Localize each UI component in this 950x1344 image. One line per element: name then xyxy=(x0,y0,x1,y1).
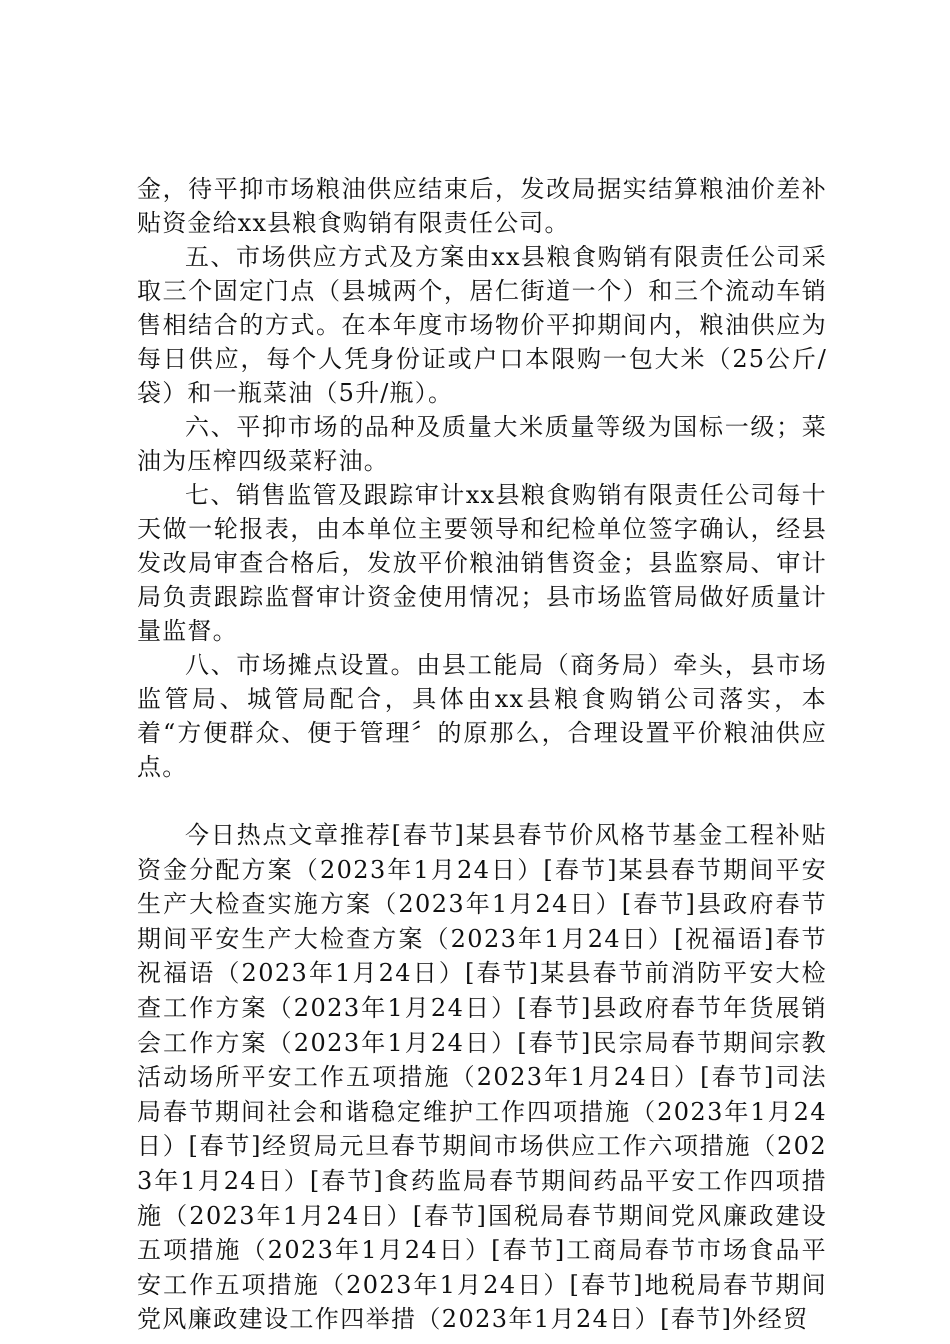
paragraph-section-8: 八、市场摊点设置。由县工能局（商务局）牵头，县市场监管局、城管局配合，具体由xx县粮食购销公司落实，本着“方便群众、便于管理〞的原那么，合理设置平价粮油供应点。 xyxy=(137,651,827,781)
paragraph-continuation: 金，待平抑市场粮油供应结束后，发改局据实结算粮油价差补贴资金给xx县粮食购销有限责任公司。 xyxy=(137,175,827,237)
paragraph-section-6: 六、平抑市场的品种及质量大米质量等级为国标一级；菜油为压榨四级菜籽油。 xyxy=(137,413,827,475)
document-body xyxy=(137,172,827,1337)
hot-articles-paragraph: 今日热点文章推荐[春节]某县春节价风格节基金工程补贴资金分配方案（2023年1月24日）[春节]某县春节期间平安生产大检查实施方案（2023年1月24日）[春节]县政府春节期间平安生产大检查方案（2023年1月24日）[祝福语]春节祝福语（2023年1月24日）[春节]某县春节前消防平安大检查工作方案（2023年1月24日）[春节]县政府春节年货展销会工作方案（2023年1月24日）[春节]民宗局春节期间宗教活动场所平安工作五项措施（2023年1月24日）[春节]司法局春节期间社会和谐稳定维护工作四项措施（2023年1月24日）[春节]经贸局元旦春节期间市场供应工作六项措施（2023年1月24日）[春节]食药监局春节期间药品平安工作四项措施（2023年1月24日）[春节]国税局春节期间党风廉政建设五项措施（2023年1月24日）[春节]工商局春节市场食品平安工作五项措施（2023年1月24日）[春节]地税局春节期间党风廉政建设工作四举措（2023年1月24日）[春节]外经贸 xyxy=(137,821,827,1334)
paragraph-section-5: 五、市场供应方式及方案由xx县粮食购销有限责任公司采取三个固定门点（县城两个，居仁街道一个）和三个流动车销售相结合的方式。在本年度市场物价平抑期间内，粮油供应为每日供应，每个人凭身份证或户口本限购一包大米（25公斤/袋）和一瓶菜油（5升/瓶）。 xyxy=(137,243,827,407)
paragraph-gap xyxy=(137,784,827,818)
paragraph-section-7: 七、销售监管及跟踪审计xx县粮食购销有限责任公司每十天做一轮报表，由本单位主要领导和纪检单位签字确认，经县发改局审查合格后，发放平价粮油销售资金；县监察局、审计局负责跟踪监督审计资金使用情况；县市场监管局做好质量计量监督。 xyxy=(137,481,827,645)
